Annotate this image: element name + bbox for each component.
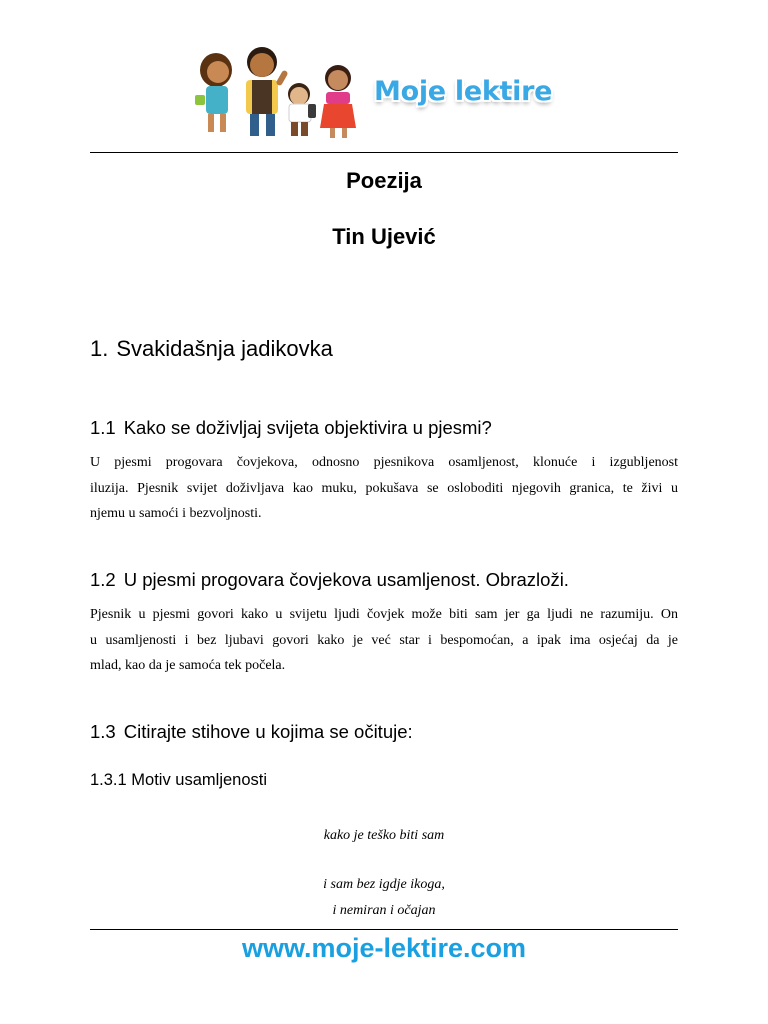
section-heading xyxy=(90,336,333,362)
footer-website-link[interactable]: www.moje-lektire.com xyxy=(241,933,527,963)
question-number: 1.1 xyxy=(90,417,116,438)
question-number: 1.2 xyxy=(90,569,116,590)
header-divider xyxy=(90,152,678,153)
section-title: Svakidašnja jadikovka xyxy=(116,336,333,361)
paragraph-line: u usamljenosti i bez ljubavi govori kako je već star i bespomoćan, a ipak ima osjećaj da je xyxy=(90,632,678,648)
document-author: Tin Ujević xyxy=(332,224,436,249)
paragraph-line: U pjesmi progovara čovjekova, odnosno pjesnikova osamljenost, klonuće i izgubljenost xyxy=(90,455,678,470)
answer-paragraph-1-1 xyxy=(90,450,678,527)
paragraph-line: njemu u samoći i bezvoljnosti. xyxy=(90,506,262,521)
question-heading-1-1 xyxy=(90,417,492,439)
logo-text: Moje lektire xyxy=(374,76,553,107)
verse-line: i sam bez igdje ikoga, xyxy=(323,877,445,892)
verse-line: kako je teško biti sam xyxy=(323,828,445,843)
paragraph-line: mlad, kao da je samoća tek počela. xyxy=(90,658,286,673)
subquestion-heading-1-3-1 xyxy=(90,771,267,790)
answer-paragraph-1-2 xyxy=(90,602,678,679)
verse-line: i nemiran i očajan xyxy=(332,903,436,918)
paragraph-line: Pjesnik u pjesmi govori kako u svijetu ljudi čovjek može biti sam jer ga ljudi ne razumiju. On xyxy=(90,607,678,622)
question-heading-1-3 xyxy=(90,721,413,743)
question-title: Citirajte stihove u kojima se očituje: xyxy=(123,721,413,742)
document-title: Poezija xyxy=(346,168,422,193)
subquestion-number: 1.3.1 xyxy=(90,771,127,789)
children-illustration-icon xyxy=(186,40,368,140)
question-heading-1-2 xyxy=(90,569,569,591)
section-number: 1. xyxy=(90,336,109,361)
paragraph-line: iluzija. Pjesnik svijet doživljava kao muku, pokušava se osloboditi njegovih granica, te živi u xyxy=(90,480,678,496)
subquestion-title: Motiv usamljenosti xyxy=(131,771,268,789)
question-title: Kako se doživljaj svijeta objektivira u pjesmi? xyxy=(123,417,492,438)
site-logo[interactable] xyxy=(186,40,576,140)
question-title: U pjesmi progovara čovjekova usamljenost. Obrazloži. xyxy=(123,569,569,590)
question-number: 1.3 xyxy=(90,721,116,742)
